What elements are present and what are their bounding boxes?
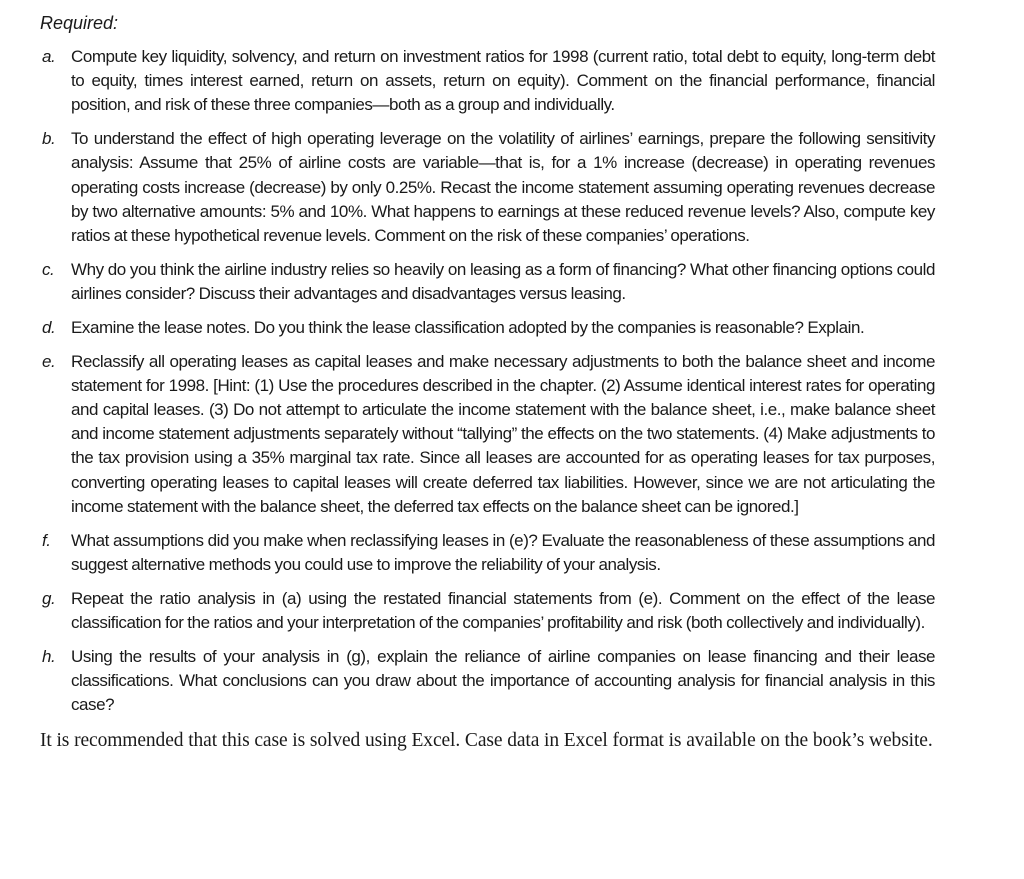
- item-marker: g.: [42, 588, 56, 608]
- item-marker: c.: [42, 259, 55, 279]
- item-marker: h.: [42, 646, 56, 666]
- requirement-g: [40, 587, 935, 635]
- item-marker: b.: [42, 129, 56, 149]
- item-text: What assumptions did you make when reclassifying leases in (e)? Evaluate the reasonableness of these assumptions and suggest alternative methods you could use to improve the reliability of your analysis.: [71, 530, 935, 574]
- item-text: Examine the lease notes. Do you think the lease classification adopted by the companies is reasonable? Explain.: [71, 317, 865, 337]
- requirement-e: [40, 350, 935, 519]
- item-marker: a.: [42, 47, 56, 66]
- required-heading: Required:: [40, 13, 119, 33]
- item-text: Compute key liquidity, solvency, and return on investment ratios for 1998 (current ratio, total debt to equity, long-term debt to equity, times interest earned, return on assets, return on equity). Comment on the financial performance, financial position, and risk of these three companies—both as a group and individually.: [71, 47, 935, 115]
- item-text: Repeat the ratio analysis in (a) using the restated financial statements from (e). Comment on the effect of the lease classification for the ratios and your interpretation of the companies’ profitability and risk (both collectively and individually).: [71, 588, 935, 632]
- item-marker: e.: [42, 351, 56, 371]
- requirement-d: [40, 316, 935, 340]
- requirement-a: [40, 45, 935, 118]
- document-page: [40, 10, 935, 773]
- item-text: To understand the effect of high operating leverage on the volatility of airlines’ earnings, prepare the following sensitivity analysis: Assume that 25% of airline costs are variable—that is, for a 1% increase (decrease) in operating revenues operating costs increase (decrease) by only 0.25%. Recast the income statement assuming operating revenues decrease by two alternative amounts: 5% and 10%. What happens to earnings at these reduced revenue levels? Also, compute key ratios at these hypothetical revenue levels. Comment on the risk of these companies’ operations.: [71, 129, 935, 246]
- requirements-list: [40, 45, 935, 717]
- requirement-f: [40, 529, 935, 577]
- requirement-c: [40, 258, 935, 306]
- requirement-b: [40, 127, 935, 248]
- item-text: Why do you think the airline industry relies so heavily on leasing as a form of financing? What other financing options could airlines consider? Discuss their advantages and disadvantages versus leasing.: [71, 259, 935, 304]
- excel-note: It is recommended that this case is solved using Excel. Case data in Excel format is available on the book’s website.: [40, 729, 933, 751]
- item-marker: f.: [42, 530, 51, 550]
- requirement-h: [40, 645, 935, 718]
- item-text: Using the results of your analysis in (g), explain the reliance of airline companies on lease financing and their lease classifications. What conclusions can you draw about the importance of accounting analysis for financial analysis in this case?: [71, 646, 935, 715]
- item-text: Reclassify all operating leases as capital leases and make necessary adjustments to both the balance sheet and income statement for 1998. [Hint: (1) Use the procedures described in the chapter. (2) Assume identical interest rates for operating and capital leases. (3) Do not attempt to articulate the income statement with the balance sheet, i.e., make balance sheet and income statement adjustments separately without “tallying” the effects on the two statements. (4) Make adjustments to the tax provision using a 35% marginal tax rate. Since all leases are accounted for as operating leases for tax purposes, converting operating leases to capital leases will create deferred tax liabilities. However, since we are not articulating the income statement with the balance sheet, the deferred tax effects on the balance sheet can be ignored.]: [71, 351, 935, 516]
- item-marker: d.: [42, 317, 56, 337]
